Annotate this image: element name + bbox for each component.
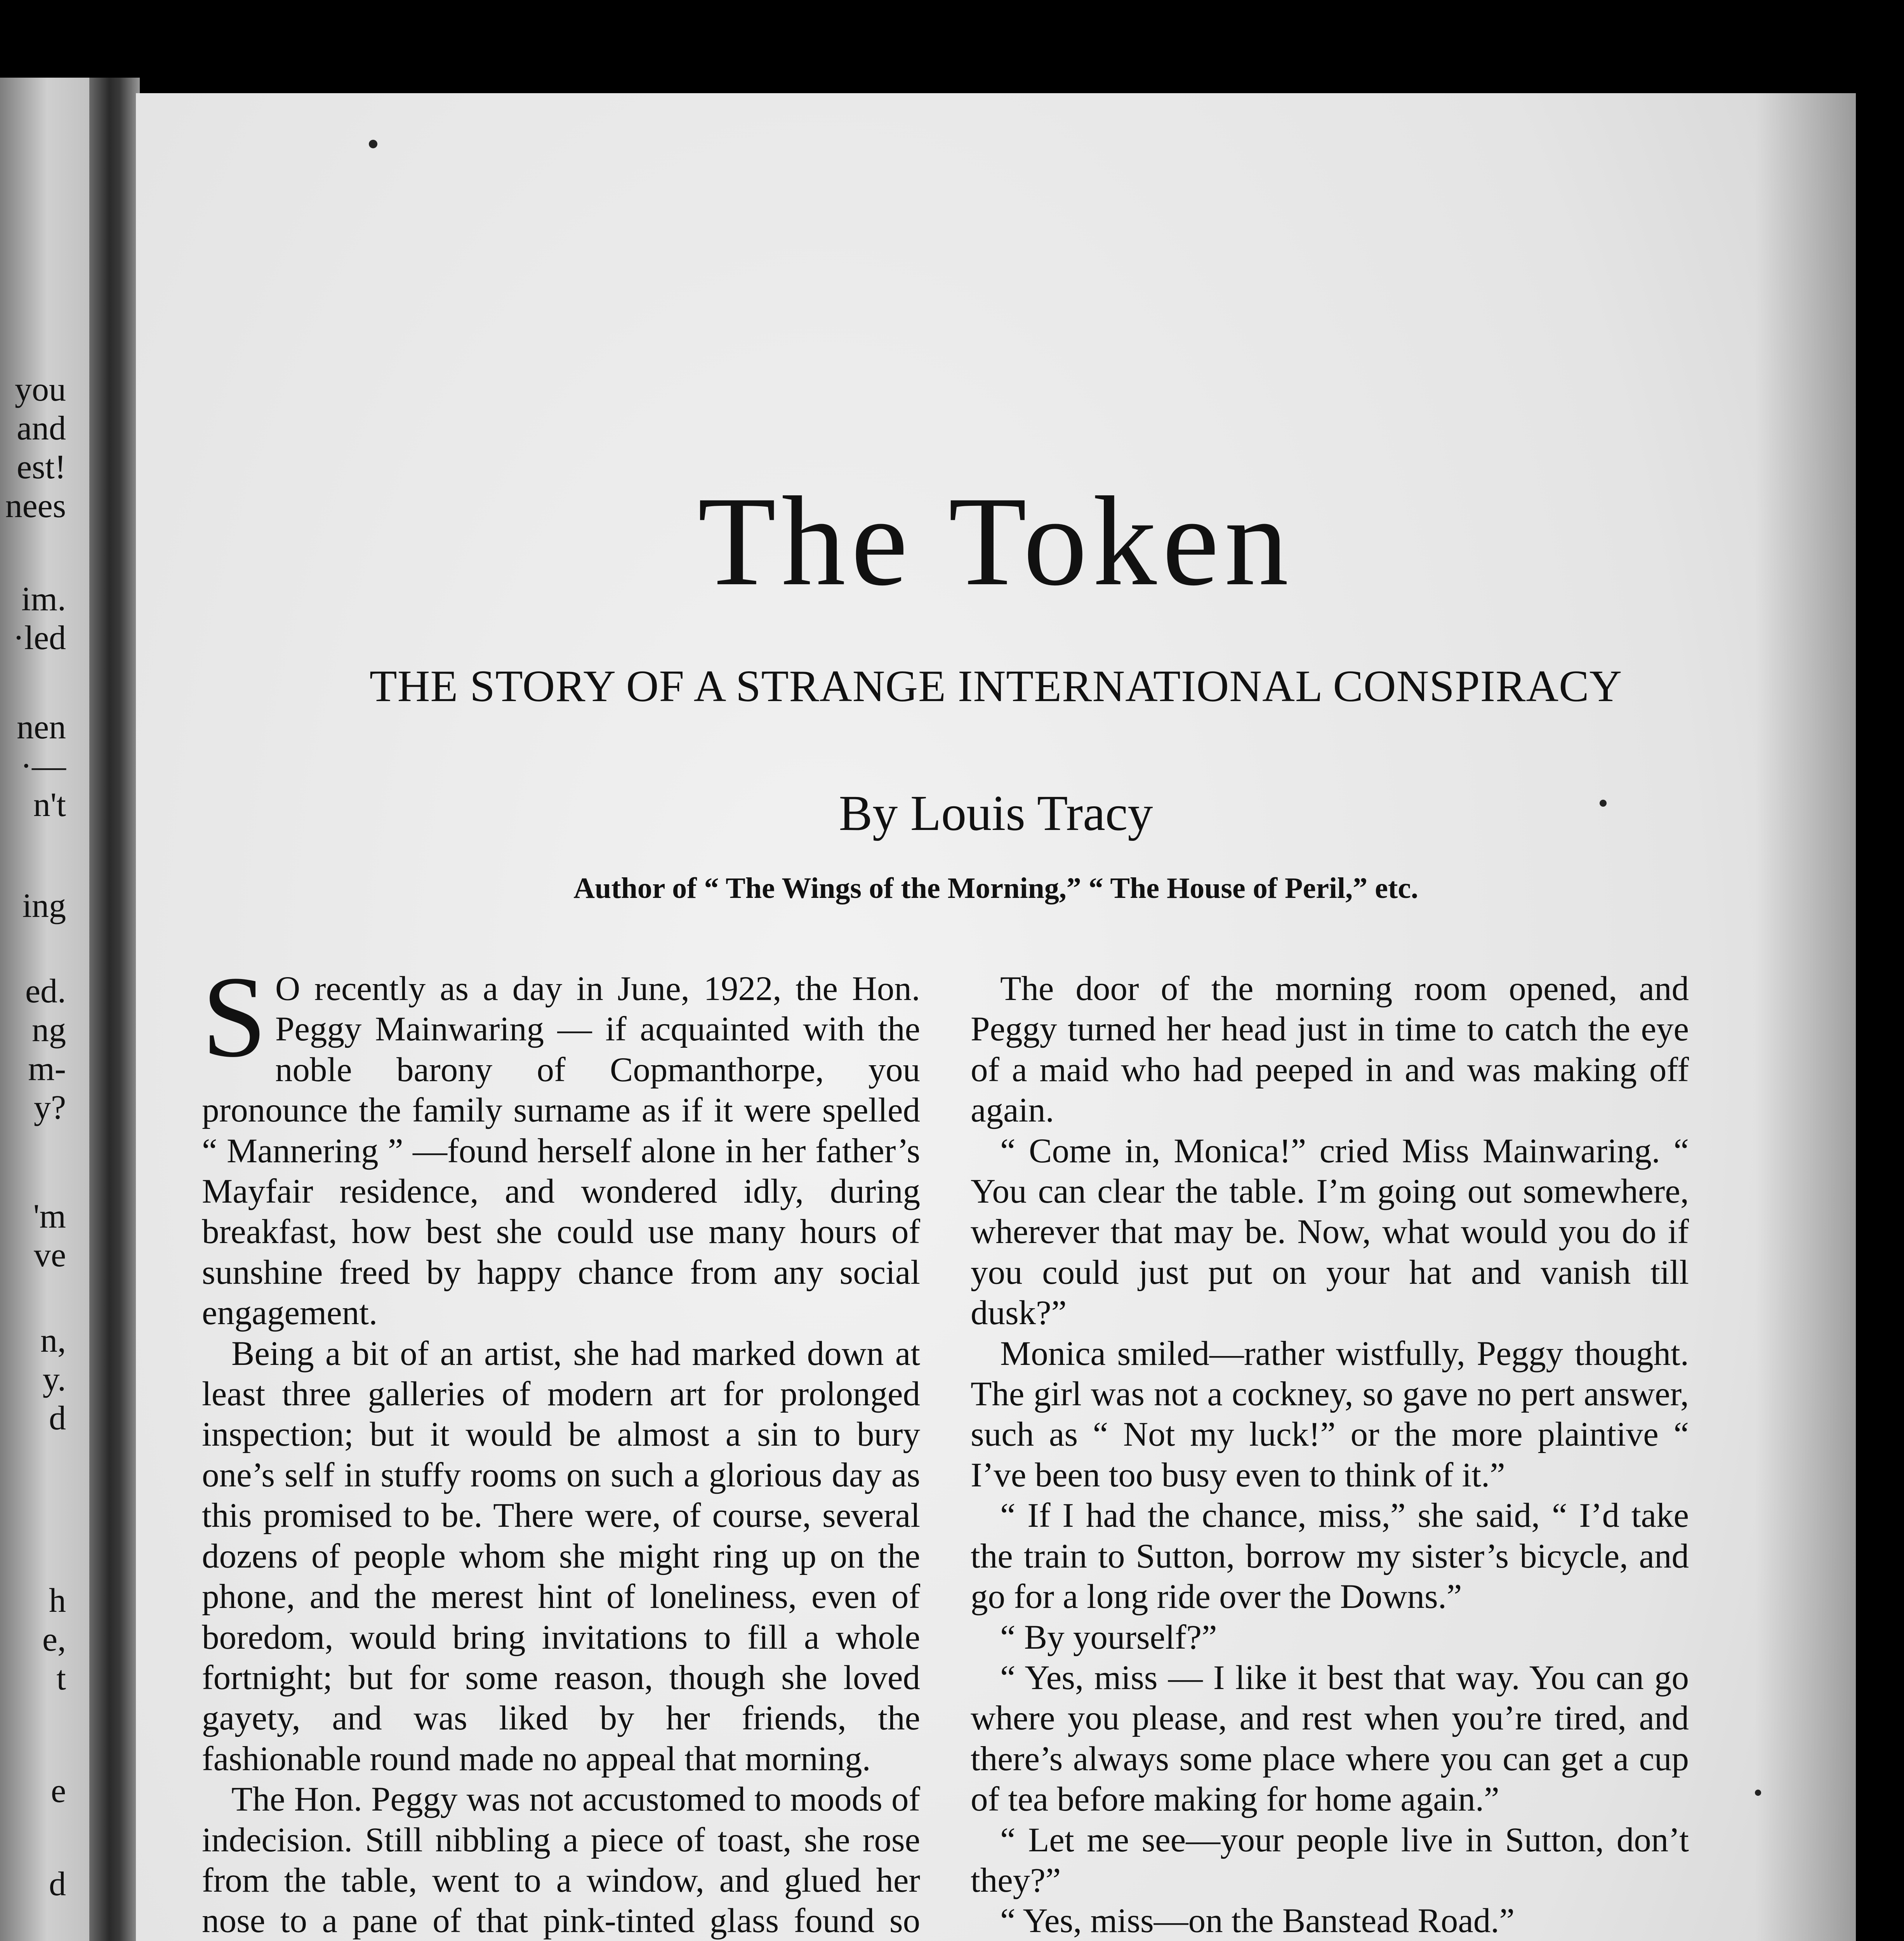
previous-page-fragment: est! [16, 448, 66, 486]
previous-page-fragment: y. [42, 1361, 66, 1398]
previous-page-fragment: d [49, 1865, 66, 1903]
paragraph: “ If I had the chance, miss,” she said, “ I’d take the train to Sutton, borrow my sister’s bicycle, and go for a long ride over the Downs.” [971, 1497, 1689, 1616]
previous-page-fragment: ·led [13, 619, 66, 657]
previous-page-fragment: n, [40, 1322, 66, 1359]
paragraph: The Hon. Peggy was not accustomed to moods of indecision. Still nibbling a piece of toast, she rose from the table, went to a window, and glued her nose to a pane of that pink-tinted glass found so [202, 1780, 920, 1940]
previous-page-fragment: ing [22, 887, 66, 925]
magazine-page [136, 93, 1856, 1941]
previous-page-fragment: 'm [33, 1198, 66, 1235]
article-byline: By Louis Tracy [839, 785, 1153, 841]
previous-page-fragment: h [49, 1582, 66, 1620]
previous-page-fragment: n't [33, 786, 66, 824]
left-column [202, 952, 920, 1941]
previous-page-fragment: e, [42, 1621, 66, 1658]
article-title: The Token [698, 470, 1294, 612]
previous-page-fragment: ve [33, 1236, 66, 1274]
paragraph: “ Yes, miss — I like it best that way. You can go where you please, and rest when you’re tired, and there’s always some place where you can get a cup of tea before making for home again.” [971, 1658, 1689, 1819]
right-column [971, 969, 1689, 1941]
paragraph: “ Come in, Monica!” cried Miss Mainwaring. “ You can clear the table. I’m going out somewhere, wherever that may be. Now, what would you do if you could just put on your hat and vanish till dusk?” [971, 1132, 1689, 1332]
paragraph: Monica smiled—rather wistfully, Peggy thought. The girl was not a cockney, so gave no pert answer, such as “ Not my luck!” or the more plaintive “ I’ve been too busy even to think of it.” [971, 1334, 1689, 1494]
paragraph: S O recently as a day in June, 1922, the Hon. Peggy Mainwaring — if acquainted with the noble barony of Copmanthorpe, you pronounce the family surname as if it were spelled “ Mannering ” —found herself alone in her father’s Mayfair residence, and wondered idly, during breakfast, how best she could use many hours of sunshine freed by happy chance from any social engagement. [202, 952, 920, 1332]
previous-page-fragment: y? [33, 1089, 66, 1127]
drop-cap: S [202, 952, 267, 1081]
previous-page-fragment: ng [32, 1011, 66, 1049]
previous-page-fragment: ed. [25, 972, 66, 1010]
author-credits: Author of “ The Wings of the Morning,” “ The House of Peril,” etc. [573, 872, 1418, 905]
previous-page-fragment: d [49, 1399, 66, 1437]
paragraph: The door of the morning room opened, and Peggy turned her head just in time to catch the eye of a maid who had peeped in and was making off again. [971, 970, 1689, 1130]
previous-page-fragment: ·— [20, 747, 66, 785]
previous-page-fragment: nen [16, 708, 66, 746]
previous-page-fragment: nees [5, 487, 66, 525]
previous-page-fragment: and [16, 410, 66, 447]
previous-page-fragment: you [15, 371, 66, 408]
page-speck [1755, 1790, 1761, 1796]
paragraph: “ By yourself?” [1000, 1618, 1217, 1656]
paragraph: “ Let me see—your people live in Sutton, don’t they?” [971, 1821, 1689, 1899]
article-subtitle: THE STORY OF A STRANGE INTERNATIONAL CONSPIRACY [369, 661, 1623, 711]
page-speck [369, 140, 377, 148]
paragraph: Being a bit of an artist, she had marked down at least three galleries of modern art for prolonged inspection; but it would be almost a sin to bury one’s self in stuffy rooms on such a glorious day as this promised to be. There were, of course, several dozens of people whom she might ring up on the phone, and the merest hint of loneliness, even of boredom, would bring invitations to fill a whole fortnight; but for some reason, though she loved gayety, and was liked by her friends, the fashionable round made no appeal that morning. [202, 1334, 920, 1778]
previous-page-fragment: e [50, 1772, 66, 1810]
previous-page-fragment: m- [28, 1050, 66, 1088]
book-gutter [89, 78, 140, 1941]
previous-page-fragment: t [56, 1660, 66, 1697]
paragraph: “ Yes, miss—on the Banstead Road.” [1000, 1902, 1515, 1940]
previous-page-fragment: im. [21, 580, 66, 618]
